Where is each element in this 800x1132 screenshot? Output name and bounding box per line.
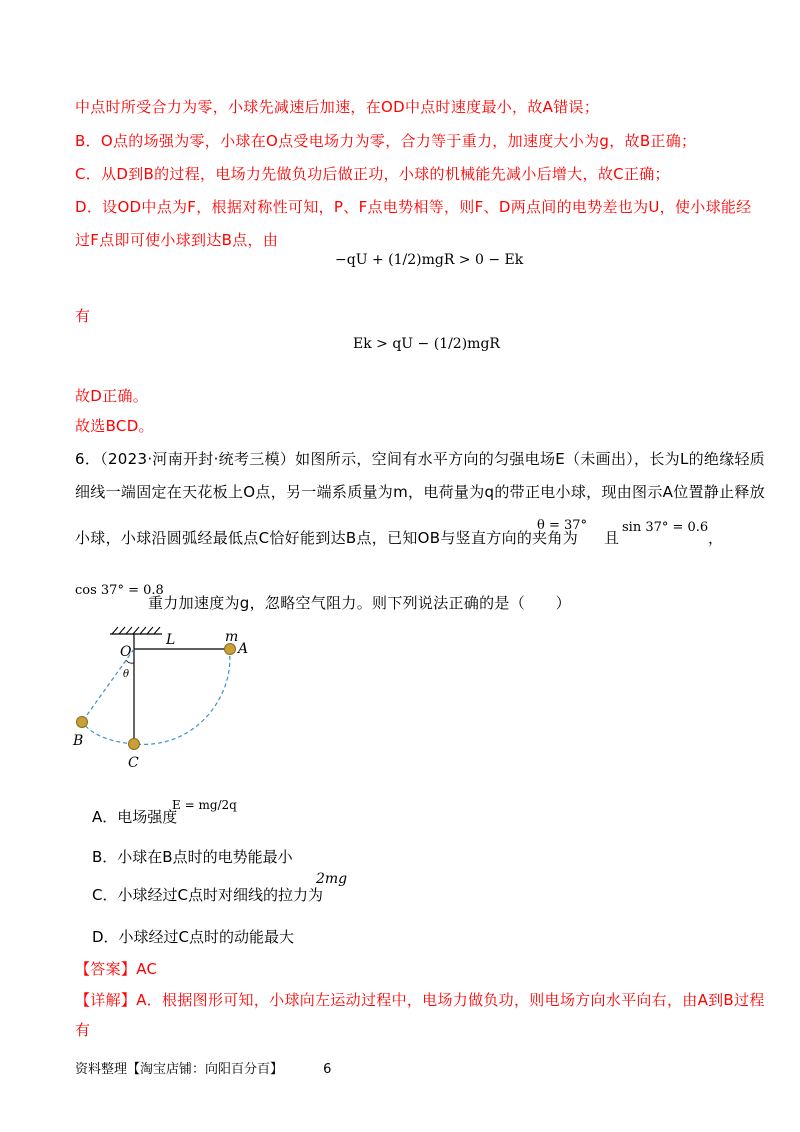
option-c[interactable] bbox=[92, 884, 323, 905]
option-c-formula: 2mg bbox=[316, 871, 348, 887]
trajectory-arc bbox=[82, 649, 230, 744]
ball-b bbox=[77, 717, 88, 728]
page-number: 6 bbox=[323, 1062, 332, 1077]
ball-a bbox=[225, 644, 236, 655]
ball-c bbox=[129, 739, 140, 750]
and-word: 且 bbox=[604, 529, 620, 547]
option-d[interactable]: D．小球经过C点时的动能最大 bbox=[92, 928, 295, 946]
label-theta: θ bbox=[123, 669, 130, 680]
question-number: 6． bbox=[75, 450, 101, 468]
label-b: B bbox=[73, 733, 84, 749]
label-o: O bbox=[120, 644, 132, 660]
angle-formula: θ = 37° bbox=[537, 518, 588, 533]
detail-line-2: 有 bbox=[75, 1021, 91, 1039]
question-text-1: 如图所示，空间有水平方向的匀强电场E（未画出），长为L的绝缘轻质 bbox=[295, 450, 766, 468]
detail-line-1: 【详解】A．根据图形可知，小球向左运动过程中，电场力做负功，则电场方向水平向右，由A到B过程 bbox=[75, 991, 765, 1009]
label-m: m bbox=[225, 629, 239, 645]
question-text-3: 小球，小球沿圆弧经最低点C恰好能到达B点，已知OB与竖直方向的夹角为 bbox=[75, 529, 579, 547]
footer bbox=[75, 1058, 331, 1077]
angle-arc bbox=[126, 660, 134, 663]
d-correct: 故D正确。 bbox=[75, 387, 149, 405]
sin-formula: sin 37° = 0.6 bbox=[622, 520, 709, 535]
label-l: L bbox=[166, 632, 176, 648]
footer-text: 资料整理【淘宝店铺：向阳百分百】 bbox=[75, 1062, 284, 1077]
label-a: A bbox=[238, 641, 249, 657]
label-c: C bbox=[128, 755, 139, 771]
cos-formula: cos 37° = 0.8 bbox=[75, 583, 164, 598]
solution-line-2: B．O点的场强为零，小球在O点受电场力为零，合力等于重力，加速度大小为g，故B正确； bbox=[75, 132, 697, 150]
choose-bcd: 故选BCD。 bbox=[75, 417, 154, 435]
option-c-text: C．小球经过C点时对细线的拉力为 bbox=[92, 886, 323, 904]
solution-line-5: 过F点即可使小球到达B点，由 bbox=[75, 231, 279, 249]
option-a-text: A．电场强度 bbox=[92, 808, 178, 826]
ceiling-hatch bbox=[112, 627, 160, 634]
option-b[interactable]: B．小球在B点时的电势能最小 bbox=[92, 848, 293, 866]
option-a-formula: E = mg/2q bbox=[172, 798, 237, 812]
question-source: （2023·河南开封·统考三模） bbox=[100, 450, 296, 468]
question-line-2: 细线一端固定在天花板上O点，另一端系质量为m，电荷量为q的带正电小球，现由图示A位置静止释放 bbox=[75, 483, 766, 501]
you-label: 有 bbox=[75, 307, 91, 325]
question-text-4: 重力加速度为g，忽略空气阻力。则下列说法正确的是（ ） bbox=[148, 594, 571, 612]
solution-line-1: 中点时所受合力为零，小球先减速后加速，在OD中点时速度最小，故A错误； bbox=[75, 98, 600, 116]
solution-line-4: D．设OD中点为F，根据对称性可知，P、F点电势相等，则F、D两点间的电势差也为U，使小球能经 bbox=[75, 198, 752, 216]
option-a[interactable] bbox=[92, 806, 177, 827]
equation-1-text: −qU + (1/2)mgR > 0 − Ek bbox=[335, 252, 524, 268]
answer: 【答案】AC bbox=[75, 960, 158, 978]
solution-line-3: C．从D到B的过程，电场力先做负功后做正功，小球的机械能先减小后增大，故C正确； bbox=[75, 165, 670, 183]
equation-2-text: Ek > qU − (1/2)mgR bbox=[353, 336, 500, 352]
comma: ， bbox=[708, 529, 724, 547]
